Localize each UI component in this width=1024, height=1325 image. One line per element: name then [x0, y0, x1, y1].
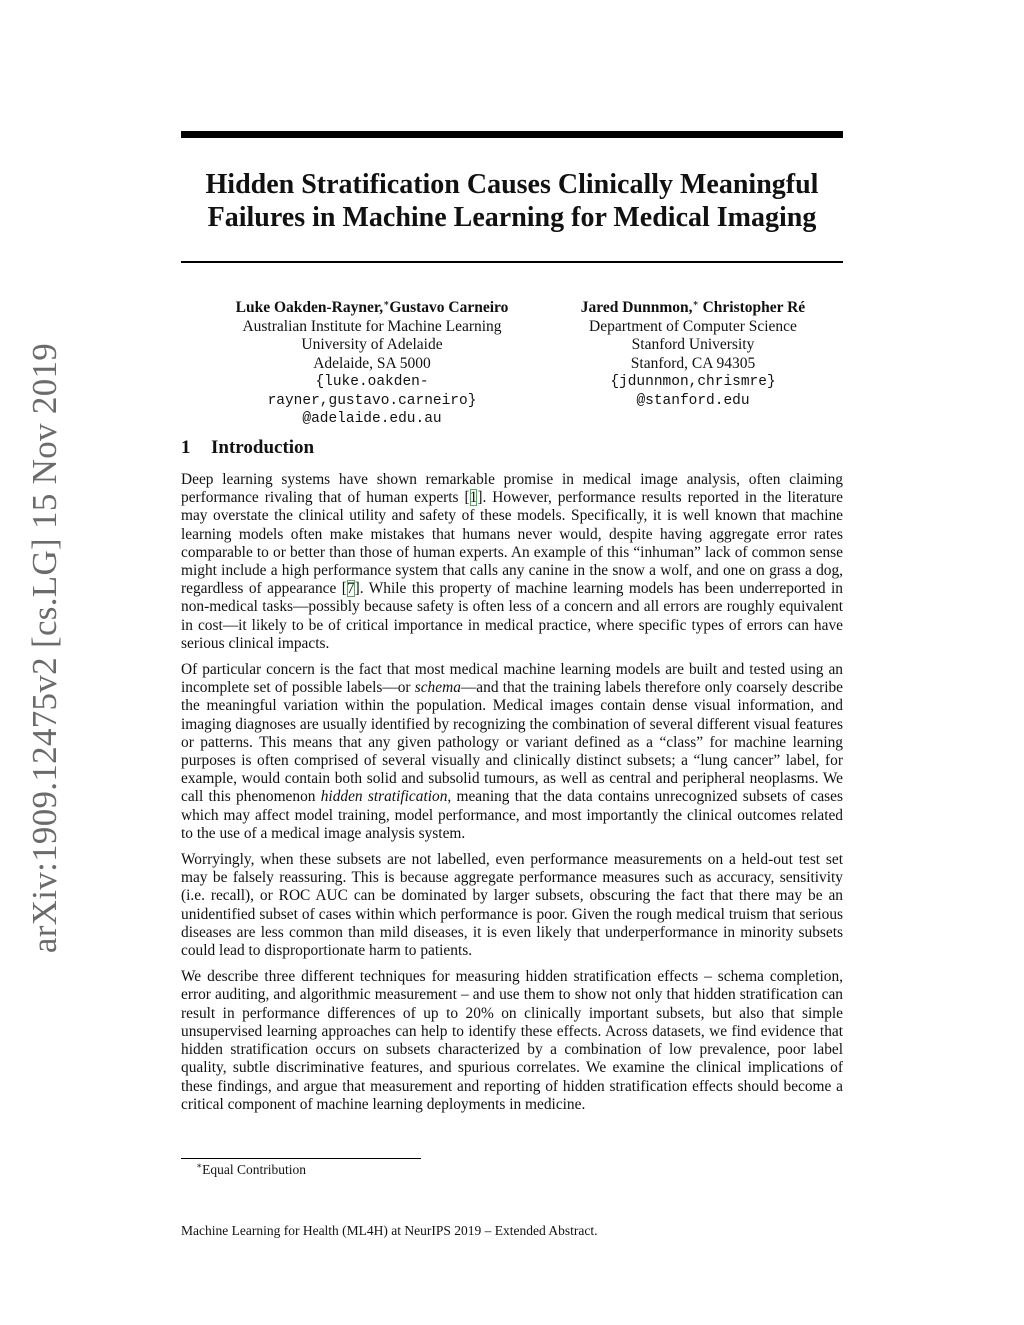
author-address: Stanford, CA 94305 — [630, 354, 756, 372]
author-affiliation: Australian Institute for Machine Learning — [242, 317, 502, 335]
author-names: Jared Dunnmon,∗ Christopher Ré — [580, 297, 806, 316]
paragraph-2: Of particular concern is the fact that most medical machine learning models are built and tested using an incomplete set of possible labels—or schema—and that the training labels therefore only coarsely describe the meaningful variation within the population. Medical images contain dense visual information, and imaging diagnoses are usually identified by recognizing the combination of several different visual features or patterns. This means that any given pathology or variant defined as a “class” for machine learning purposes is often comprised of several visually and clinically distinct subsets; a “lung cancer” label, for example, would contain both solid and subsolid tumours, as well as central and peripheral neoplasms. We call this phenomenon hidden stratification, meaning that the data contains unrecognized subsets of cases which may affect model training, model performance, and most importantly the clinical outcomes related to the use of a medical image analysis system. — [181, 661, 844, 842]
citation-link[interactable]: 7 — [346, 580, 355, 598]
equal-contribution-mark: ∗ — [383, 297, 390, 308]
title-block — [181, 131, 843, 263]
body-text — [181, 437, 843, 1122]
author-address: Adelaide, SA 5000 — [313, 354, 431, 372]
equal-contribution-mark: ∗ — [692, 297, 699, 308]
author-block-adelaide — [212, 299, 532, 429]
footnote-divider — [181, 1158, 421, 1159]
paragraph-4: We describe three different techniques for measuring hidden stratification effects – schema completion, error auditing, and algorithmic measurement – and use them to show not only that hidden stratification can result in performance differences of up to 20% on clinically important subsets, but also that simple unsupervised learning approaches can help to identify these effects. Across datasets, we find evidence that hidden stratification occurs on subsets characterized by a combination of low prevalence, poor label quality, subtle discriminative features, and spurious correlates. We examine the clinical implications of these findings, and argue that measurement and reporting of hidden stratification effects should become a critical component of machine learning deployments in medicine. — [181, 968, 843, 1113]
author-email-domain: @adelaide.edu.au — [302, 411, 442, 427]
venue-note: Machine Learning for Health (ML4H) at NeurIPS 2019 – Extended Abstract. — [181, 1223, 598, 1238]
title-line-1: Hidden Stratification Causes Clinically Meaningful — [205, 169, 819, 200]
emphasis-schema: schema — [414, 679, 461, 697]
section-title: Introduction — [211, 437, 315, 458]
author-names: Luke Oakden-Rayner,∗Gustavo Carneiro — [235, 297, 509, 316]
author-block-stanford — [553, 299, 833, 410]
paragraph-3: Worryingly, when these subsets are not labelled, even performance measurements on a held-out test set may be falsely reassuring. This is because aggregate performance measures such as accuracy, sensitivity (i.e. recall), or ROC AUC can be dominated by larger subsets, obscuring the fact that there may be an unidentified subset of cases within which performance is poor. Given the rough medical truism that serious diseases are less common than mild diseases, it is even likely that underperformance in minority subsets could lead to disproportionate harm to patients. — [181, 851, 843, 960]
paragraph-1: Deep learning systems have shown remarkable promise in medical image analysis, often claiming performance rivaling that of human experts [1]. However, performance results reported in the literature may overstate the clinical utility and safety of these models. Specifically, it is well known that machine learning models often make mistakes that humans never would, despite having aggregate error rates comparable to or better than those of human experts. An example of this “inhuman” lack of common sense might include a high performance system that calls any canine in the snow a wolf, and one on grass a dog, regardless of appearance [7]. While this property of machine learning models has been underreported in non-medical tasks—possibly because safety is often less of a concern and all errors are roughly equivalent in cost—it likely to be of critical importance in medical practice, where specific types of errors can have serious clinical impacts. — [181, 471, 844, 652]
footnote — [196, 1162, 306, 1178]
section-number: 1 — [181, 437, 191, 458]
citation-link[interactable]: 1 — [469, 489, 478, 507]
emphasis-hidden-stratification: hidden stratification — [320, 788, 448, 806]
author-institution: University of Adelaide — [301, 336, 443, 353]
title-top-rule — [181, 131, 843, 138]
author-email: {luke.oakden-rayner,gustavo.carneiro} — [267, 374, 477, 409]
section-heading-introduction — [181, 437, 843, 459]
paper-title — [181, 138, 843, 261]
title-line-2: Failures in Machine Learning for Medical Imaging — [207, 202, 817, 233]
arxiv-identifier-stamp: arXiv:1909.12475v2 [cs.LG] 15 Nov 2019 — [25, 342, 64, 954]
author-email: {jdunnmon,chrismre} — [610, 374, 776, 390]
author-email-domain: @stanford.edu — [636, 392, 750, 409]
footnote-text: Equal Contribution — [202, 1162, 306, 1177]
author-institution: Stanford University — [631, 336, 755, 353]
footnote-mark: ∗ — [196, 1160, 203, 1171]
title-bottom-rule — [181, 261, 843, 263]
author-affiliation: Department of Computer Science — [589, 317, 797, 335]
